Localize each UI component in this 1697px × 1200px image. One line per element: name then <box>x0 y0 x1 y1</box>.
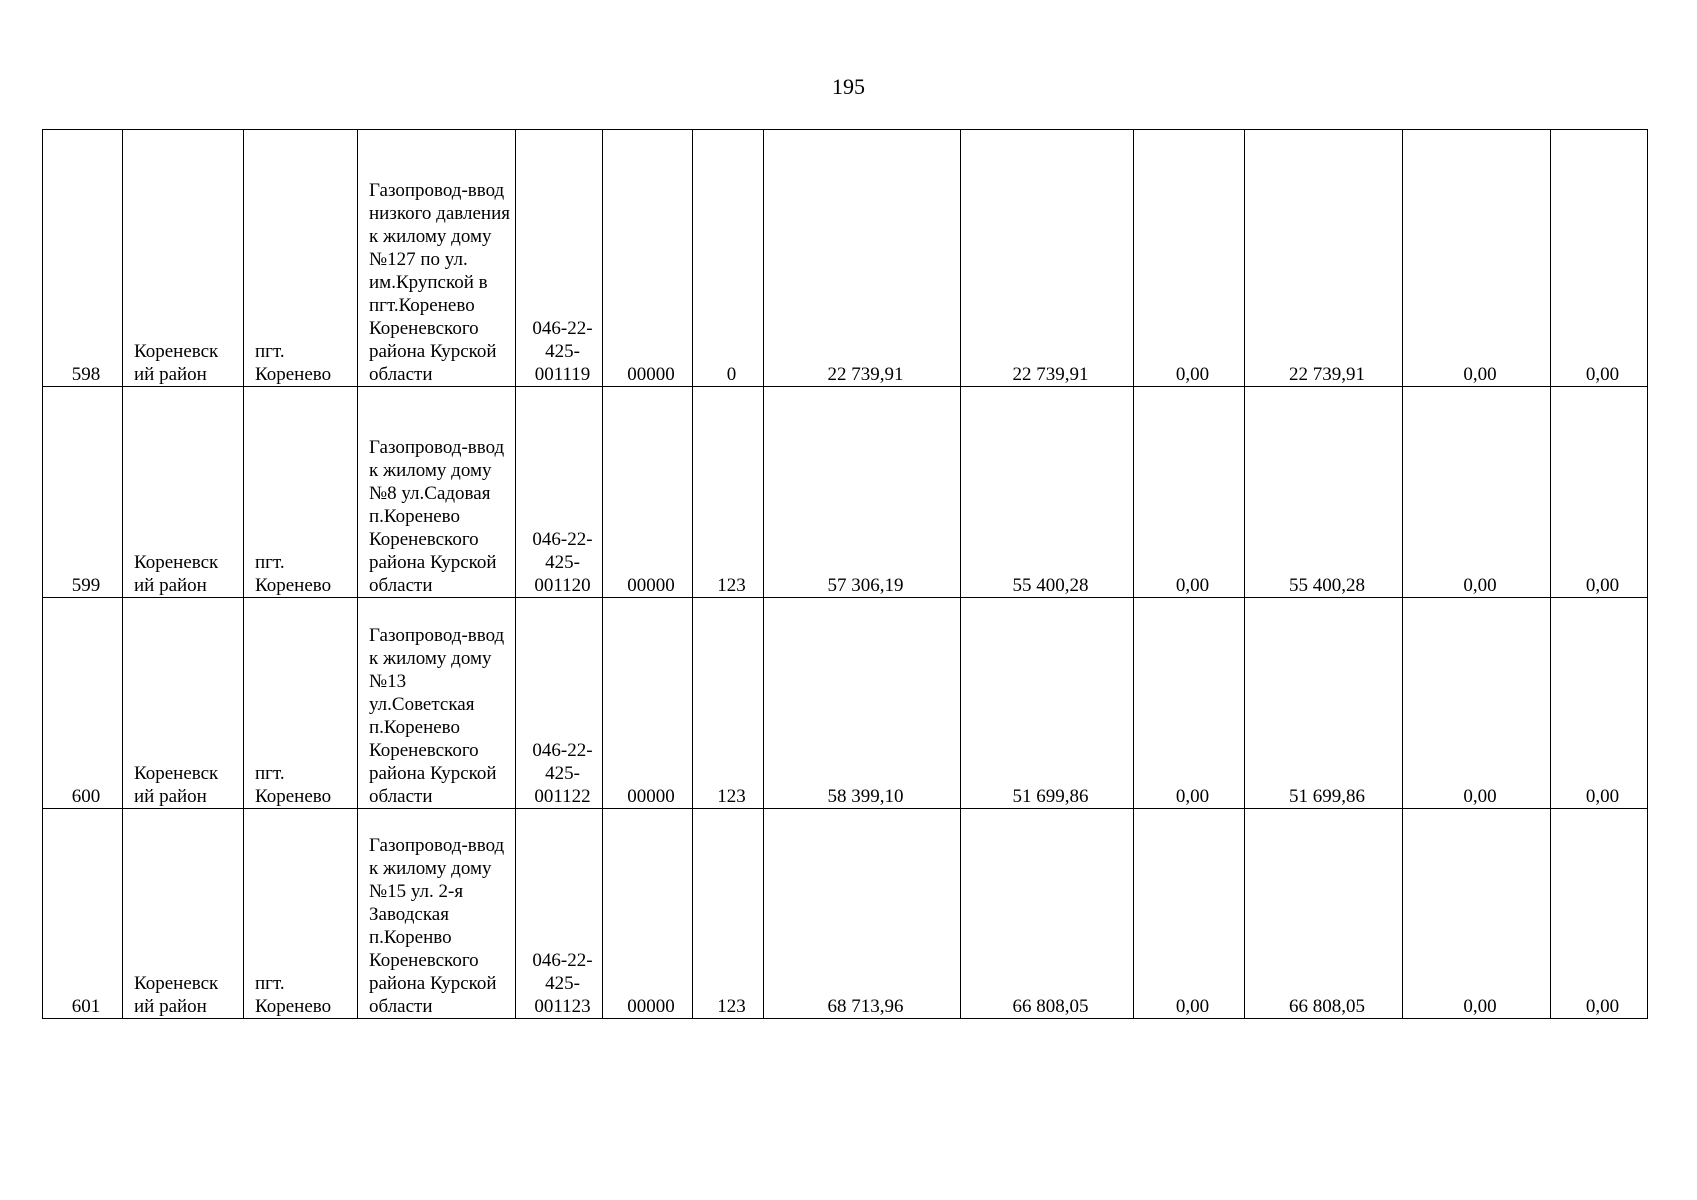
cadastral-code-cell: 046-22-425-001119 <box>516 130 603 387</box>
settlement-cell: пгт. Коренево <box>244 387 358 598</box>
value-cell: 55 400,28 <box>1245 387 1403 598</box>
value-cell: 0,00 <box>1134 809 1245 1019</box>
length-cell: 123 <box>693 387 764 598</box>
value-cell: 0,00 <box>1551 598 1648 809</box>
value-cell: 0,00 <box>1134 387 1245 598</box>
value-cell: 51 699,86 <box>1245 598 1403 809</box>
value-cell: 0,00 <box>1551 130 1648 387</box>
value-cell: 22 739,91 <box>1245 130 1403 387</box>
settlement-cell: пгт. Коренево <box>244 598 358 809</box>
code-cell: 00000 <box>603 130 693 387</box>
settlement-cell: пгт. Коренево <box>244 809 358 1019</box>
initial-cost-cell: 68 713,96 <box>764 809 961 1019</box>
length-cell: 123 <box>693 598 764 809</box>
object-name-cell: Газопровод-ввод к жилому дому №15 ул. 2-я Заводская п.Коренво Кореневского района Курской области <box>358 809 516 1019</box>
row-number: 600 <box>43 598 123 809</box>
table-row <box>43 130 1648 387</box>
row-number: 599 <box>43 387 123 598</box>
district-cell: Кореневск ий район <box>123 130 244 387</box>
value-cell: 0,00 <box>1403 809 1551 1019</box>
object-name-cell: Газопровод-ввод к жилому дому №13 ул.Советская п.Коренево Кореневского района Курской области <box>358 598 516 809</box>
table-row <box>43 809 1648 1019</box>
value-cell: 0,00 <box>1134 598 1245 809</box>
table-row <box>43 598 1648 809</box>
settlement-cell: пгт. Коренево <box>244 130 358 387</box>
code-cell: 00000 <box>603 387 693 598</box>
code-cell: 00000 <box>603 809 693 1019</box>
value-cell: 0,00 <box>1403 387 1551 598</box>
district-cell: Кореневск ий район <box>123 809 244 1019</box>
value-cell: 0,00 <box>1403 598 1551 809</box>
initial-cost-cell: 58 399,10 <box>764 598 961 809</box>
row-number: 598 <box>43 130 123 387</box>
residual-cost-cell: 55 400,28 <box>961 387 1134 598</box>
length-cell: 123 <box>693 809 764 1019</box>
table-row <box>43 387 1648 598</box>
residual-cost-cell: 22 739,91 <box>961 130 1134 387</box>
value-cell: 0,00 <box>1403 130 1551 387</box>
code-cell: 00000 <box>603 598 693 809</box>
object-name-cell: Газопровод-ввод низкого давления к жилому дому №127 по ул. им.Крупской в пгт.Коренево Кореневского района Курской области <box>358 130 516 387</box>
value-cell: 66 808,05 <box>1245 809 1403 1019</box>
cadastral-code-cell: 046-22-425-001122 <box>516 598 603 809</box>
residual-cost-cell: 51 699,86 <box>961 598 1134 809</box>
cadastral-code-cell: 046-22-425-001120 <box>516 387 603 598</box>
district-cell: Кореневск ий район <box>123 598 244 809</box>
initial-cost-cell: 22 739,91 <box>764 130 961 387</box>
district-cell: Кореневск ий район <box>123 387 244 598</box>
value-cell: 0,00 <box>1134 130 1245 387</box>
value-cell: 0,00 <box>1551 809 1648 1019</box>
registry-table <box>42 129 1648 1019</box>
row-number: 601 <box>43 809 123 1019</box>
residual-cost-cell: 66 808,05 <box>961 809 1134 1019</box>
page-number: 195 <box>832 74 865 99</box>
object-name-cell: Газопровод-ввод к жилому дому №8 ул.Садовая п.Коренево Кореневского района Курской области <box>358 387 516 598</box>
value-cell: 0,00 <box>1551 387 1648 598</box>
initial-cost-cell: 57 306,19 <box>764 387 961 598</box>
cadastral-code-cell: 046-22-425-001123 <box>516 809 603 1019</box>
length-cell: 0 <box>693 130 764 387</box>
